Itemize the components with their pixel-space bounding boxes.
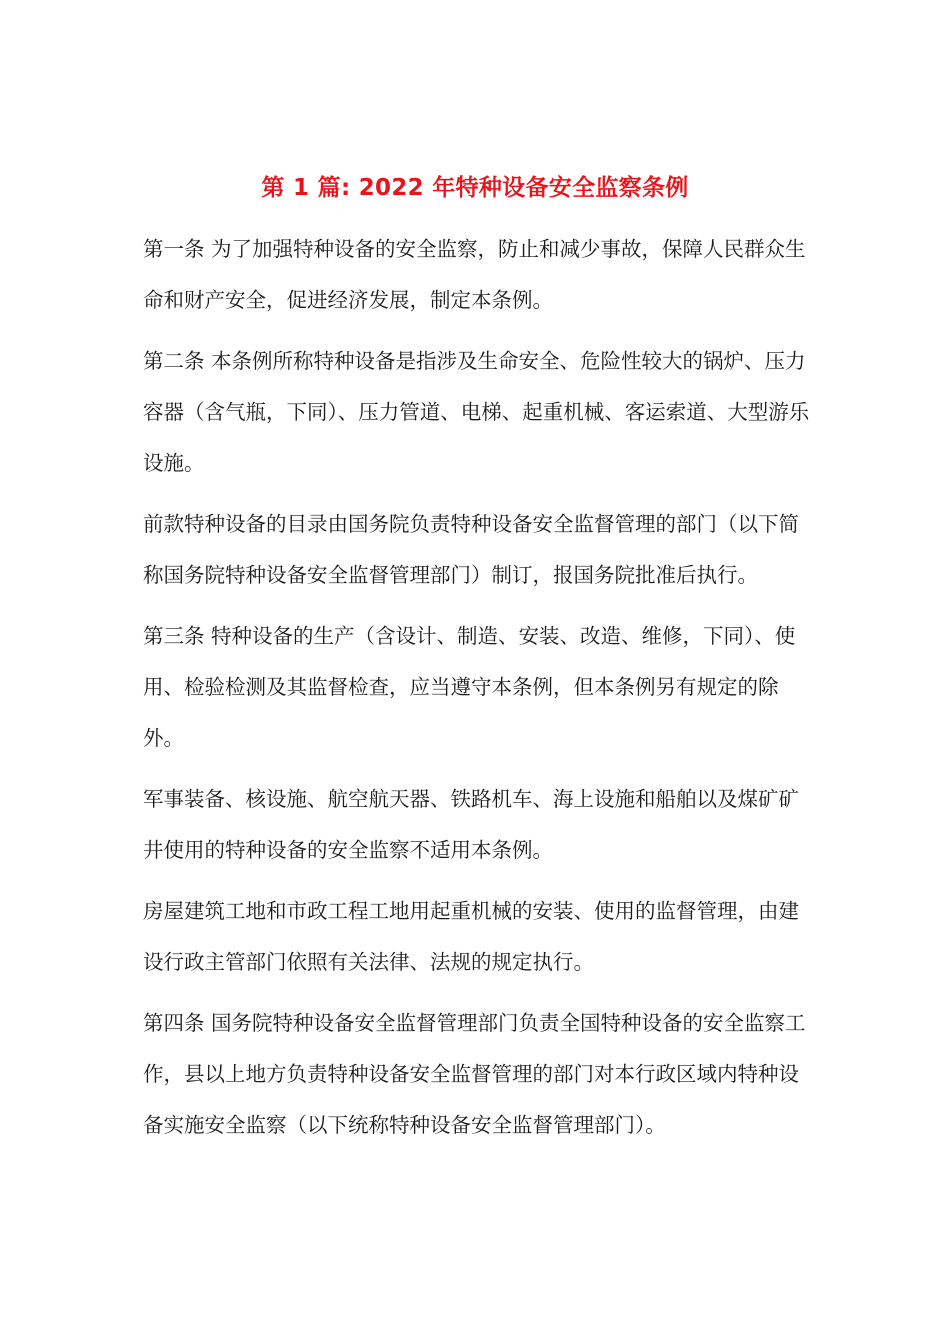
- article-3-exclusion-paragraph: 军事装备、核设施、航空航天器、铁路机车、海上设施和船舶以及煤矿矿井使用的特种设备的安全监察不适用本条例。: [143, 787, 799, 862]
- article-3-paragraph: 第三条 特种设备的生产（含设计、制造、安装、改造、维修，下同）、使用、检验检测及其监督检查，应当遵守本条例，但本条例另有规定的除外。: [143, 624, 796, 750]
- article-1-paragraph: 第一条 为了加强特种设备的安全监察，防止和减少事故，保障人民群众生命和财产安全，促进经济发展，制定本条例。: [143, 237, 806, 312]
- document-title: 第 1 篇: 2022 年特种设备安全监察条例: [261, 175, 689, 201]
- document-body: [143, 224, 811, 1161]
- article-4-paragraph: 第四条 国务院特种设备安全监督管理部门负责全国特种设备的安全监察工作，县以上地方负责特种设备安全监督管理的部门对本行政区域内特种设备实施安全监察（以下统称特种设备安全监督管理部门）。: [143, 1011, 806, 1137]
- article-2-paragraph: 第二条 本条例所称特种设备是指涉及生命安全、危险性较大的锅炉、压力容器（含气瓶，下同）、压力管道、电梯、起重机械、客运索道、大型游乐设施。: [143, 349, 810, 475]
- article-3-construction-paragraph: 房屋建筑工地和市政工程工地用起重机械的安装、使用的监督管理，由建设行政主管部门依照有关法律、法规的规定执行。: [143, 899, 799, 974]
- article-2-clause-paragraph: 前款特种设备的目录由国务院负责特种设备安全监督管理的部门（以下简称国务院特种设备安全监督管理部门）制订，报国务院批准后执行。: [143, 512, 799, 587]
